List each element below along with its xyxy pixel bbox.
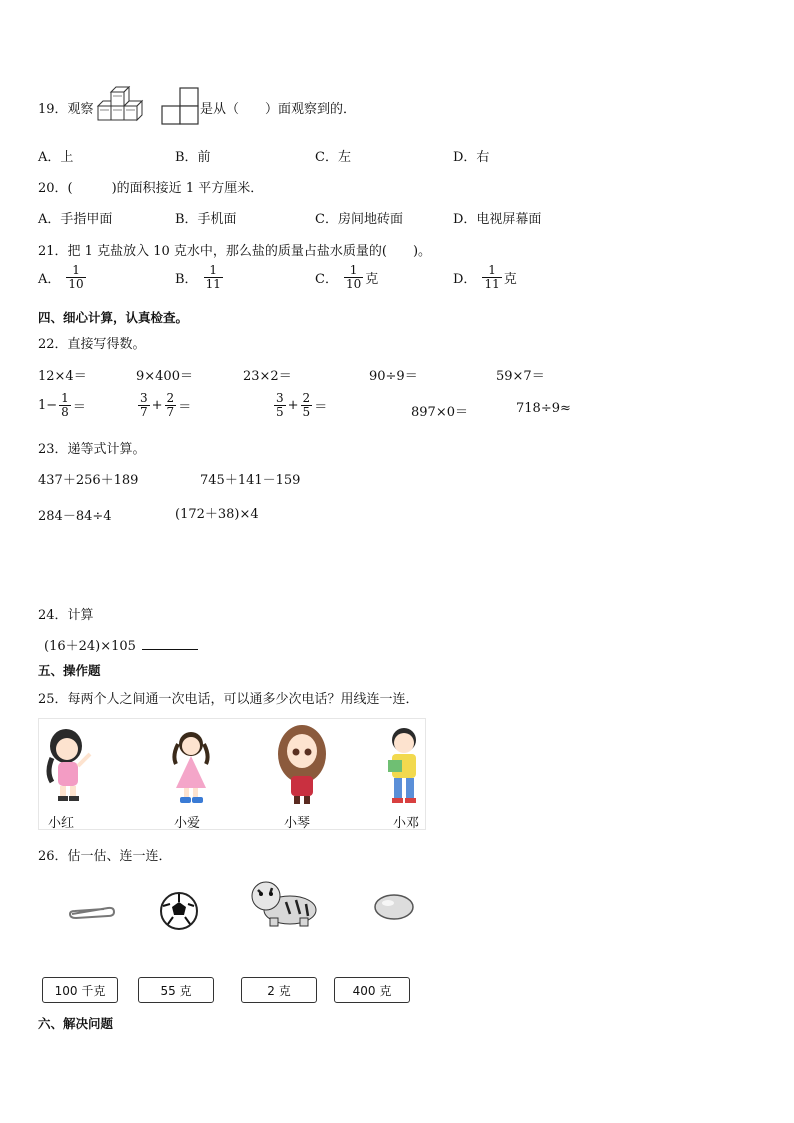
q22-item-4: 90÷9＝ bbox=[369, 369, 418, 384]
q19-choice-b[interactable]: B．前 bbox=[175, 150, 211, 165]
fraction: $\frac{1}{11}$ bbox=[484, 263, 500, 291]
weight-option-55g[interactable]: 55 克 bbox=[138, 977, 214, 1003]
q22-item-1: 12×4＝ bbox=[38, 369, 87, 384]
q19-prefix: 19．观察 bbox=[38, 102, 94, 117]
q22-title: 22．直接写得数。 bbox=[38, 337, 146, 352]
view-shape-figure bbox=[160, 85, 200, 127]
q19-choice-d[interactable]: D．右 bbox=[453, 150, 490, 165]
girl-xiaohong-image[interactable] bbox=[40, 724, 100, 806]
fraction: $\frac{1}{10}$ bbox=[68, 263, 84, 291]
weight-option-100kg[interactable]: 100 千克 bbox=[42, 977, 118, 1003]
q19-choice-a[interactable]: A．上 bbox=[38, 150, 74, 165]
q22-item-3: 23×2＝ bbox=[243, 369, 292, 384]
egg-image[interactable] bbox=[372, 892, 418, 922]
q21-choice-a[interactable] bbox=[38, 264, 86, 290]
q22-item-6: 1− $\frac{1}{8}$ ＝ bbox=[38, 391, 86, 419]
unit: 克 bbox=[365, 271, 379, 287]
q24-expr: (16＋24)×105 bbox=[44, 635, 198, 654]
q23-title: 23．递等式计算。 bbox=[38, 442, 146, 457]
girl-xiaoai-image[interactable] bbox=[164, 728, 218, 808]
soccer-ball-image[interactable] bbox=[158, 890, 200, 932]
tiger-image[interactable] bbox=[246, 874, 322, 930]
choice-label: A． bbox=[38, 271, 61, 287]
section-5-heading: 五、操作题 bbox=[38, 663, 101, 678]
name-xiaodeng: 小邓 bbox=[393, 816, 420, 831]
q23-expr-2: 745＋141－159 bbox=[200, 473, 301, 488]
weight-option-2g[interactable]: 2 克 bbox=[241, 977, 317, 1003]
fraction: $\frac{1}{10}$ bbox=[345, 263, 362, 291]
name-xiaohong: 小红 bbox=[48, 816, 75, 831]
q20-choice-c[interactable]: C．房间地砖面 bbox=[315, 212, 403, 227]
q20-choice-b[interactable]: B．手机面 bbox=[175, 212, 237, 227]
q20-question: 20．( )的面积接近 1 平方厘米． bbox=[38, 181, 264, 196]
q25-title: 25．每两个人之间通一次电话，可以通多少次电话？用线连一连． bbox=[38, 692, 419, 707]
cubes-3d-figure bbox=[96, 86, 150, 126]
name-xiaoai: 小爱 bbox=[174, 816, 201, 831]
choice-label: B． bbox=[175, 271, 198, 287]
name-xiaoqin: 小琴 bbox=[284, 816, 311, 831]
unit: 克 bbox=[503, 271, 517, 287]
q23-expr-4: (172＋38)×4 bbox=[175, 507, 259, 522]
boy-xiaodeng-image[interactable] bbox=[382, 724, 426, 810]
weight-option-400g[interactable]: 400 克 bbox=[334, 977, 410, 1003]
answer-blank[interactable] bbox=[142, 637, 198, 650]
q22-item-7: $\frac{3}{7}$ + $\frac{2}{7}$ ＝ bbox=[140, 391, 192, 419]
choice-label: C． bbox=[315, 271, 338, 287]
q22-item-10: 718÷9≈ bbox=[516, 401, 571, 416]
q24-title: 24．计算 bbox=[38, 608, 94, 623]
q22-item-5: 59×7＝ bbox=[496, 369, 545, 384]
girl-xiaoqin-image[interactable] bbox=[276, 724, 328, 808]
q20-choice-a[interactable]: A．手指甲面 bbox=[38, 212, 113, 227]
choice-label: D． bbox=[453, 271, 477, 287]
section-4-heading: 四、细心计算，认真检查。 bbox=[38, 310, 189, 325]
q26-title: 26．估一估、连一连． bbox=[38, 849, 172, 864]
section-6-heading: 六、解决问题 bbox=[38, 1016, 114, 1031]
q21-choice-b[interactable] bbox=[175, 264, 223, 290]
q20-choice-d[interactable]: D．电视屏幕面 bbox=[453, 212, 542, 227]
q22-item-2: 9×400＝ bbox=[136, 369, 193, 384]
q21-choice-d[interactable] bbox=[453, 264, 517, 290]
q21-question: 21．把 1 克盐放入 10 克水中，那么盐的质量占盐水质量的( )。 bbox=[38, 244, 432, 259]
q23-expr-3: 284－84÷4 bbox=[38, 509, 112, 524]
q22-item-9: 897×0＝ bbox=[411, 405, 468, 420]
q19-suffix: 是从（ ）面观察到的． bbox=[200, 102, 357, 117]
q22-item-8: $\frac{3}{5}$ + $\frac{2}{5}$ ＝ bbox=[276, 391, 328, 419]
q19-choice-c[interactable]: C．左 bbox=[315, 150, 351, 165]
paperclip-image[interactable] bbox=[66, 902, 118, 922]
q21-choice-c[interactable] bbox=[315, 264, 378, 290]
q23-expr-1: 437＋256＋189 bbox=[38, 473, 139, 488]
fraction: $\frac{1}{11}$ bbox=[205, 263, 221, 291]
